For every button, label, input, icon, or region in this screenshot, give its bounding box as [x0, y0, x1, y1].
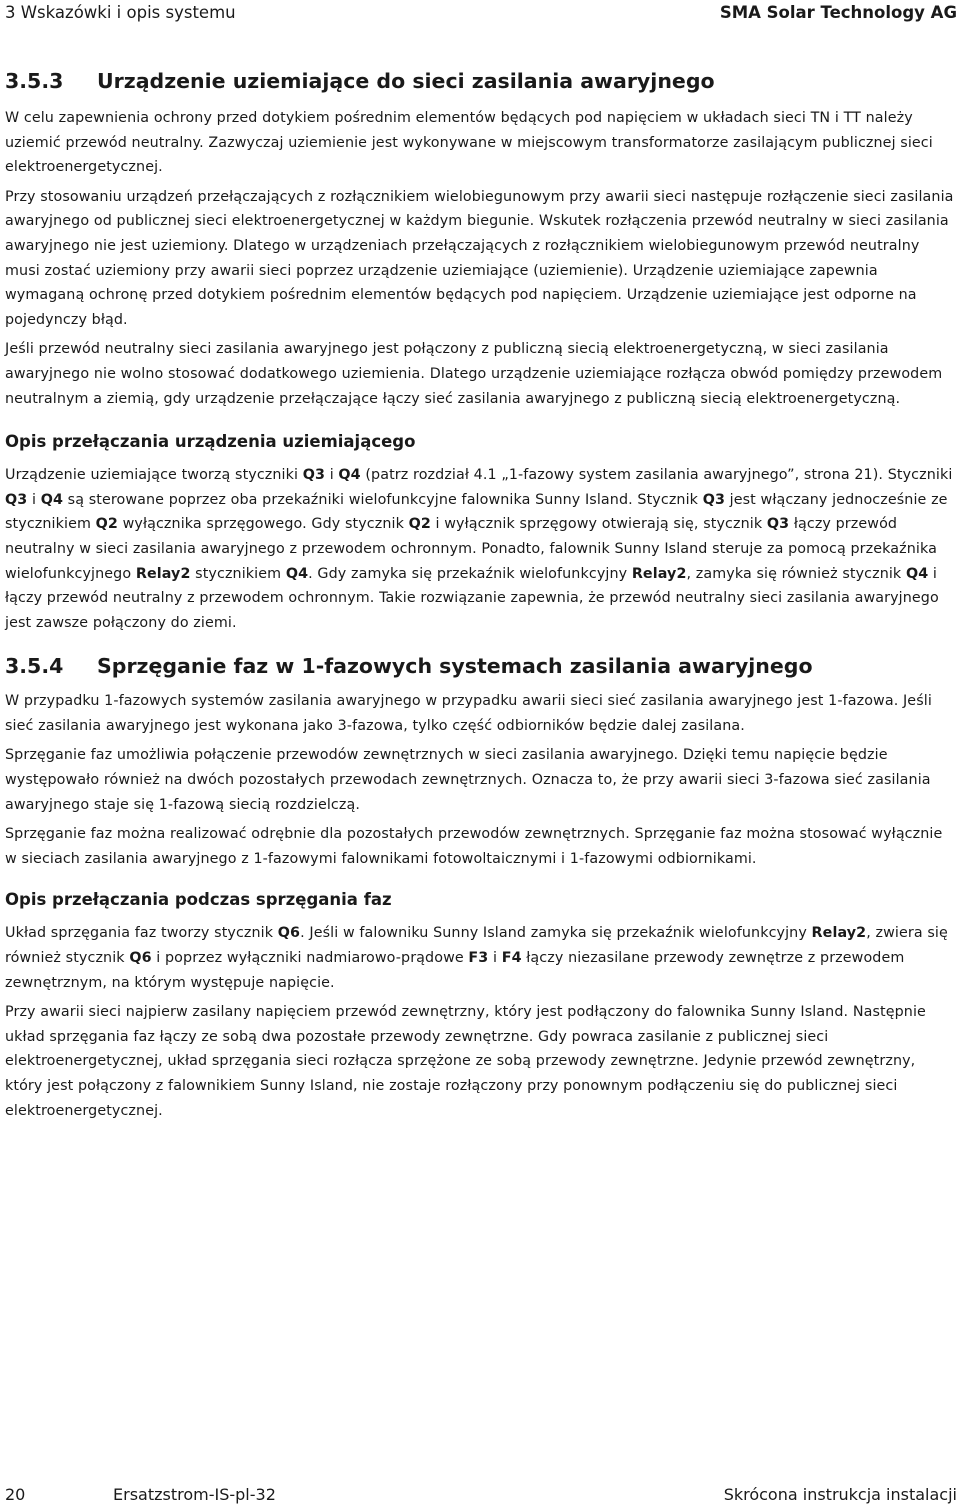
component-q2: Q2 [408, 516, 431, 533]
section-title: Urządzenie uziemiające do sieci zasilania awaryjnego [97, 69, 715, 93]
component-q6: Q6 [277, 925, 301, 942]
section-354-heading [5, 651, 955, 681]
sentence: Urządzenie uziemiające zapewnia wymaganą ochronę przed dotykiem pośrednim elementów będących pod napięciem. [5, 262, 878, 304]
component-f3: F3 [468, 950, 489, 967]
paragraph: Sprzęganie faz umożliwia połączenie przewodów zewnętrznych w sieci zasilania awaryjnego. Dzięki temu napięcie będzie występowało również na dwóch pozostałych przewodach zewnętrznych. Oznacza to, że przy awarii sieci 3-fazowa sieć zasilania awaryjnego staje się 1-fazową siecią rozdzielczą. [5, 747, 931, 813]
component-q3: Q3 [302, 467, 326, 484]
page-number: 20 [5, 1485, 26, 1504]
paragraph: Układ sprzęgania faz tworzy stycznik Q6. Jeśli w falowniku Sunny Island zamyka się przekaźnik wielofunkcyjny Relay2, zwiera się również stycznik Q6 i poprzez wyłączniki nadmiarowo-prądowe F3 i F4 łączy niezasilane przewody zewnętrze z przewodem zewnętrznym, na którym występuje napięcie. [5, 925, 948, 991]
component-relay2: Relay2 [631, 565, 687, 582]
page-content [5, 66, 955, 1128]
sentence: Wskutek rozłączenia przewód neutralny w sieci zasilania awaryjnego nie jest uziemiony. [5, 213, 949, 254]
component-q4: Q4 [338, 467, 361, 484]
component-f4: F4 [501, 950, 522, 967]
component-q3: Q3 [766, 516, 790, 533]
section-title: Sprzęganie faz w 1-fazowych systemach zasilania awaryjnego [97, 654, 813, 679]
paragraph: W przypadku 1-fazowych systemów zasilania awaryjnego w przypadku awarii sieci sieć zasilania awaryjnego jest 1-fazowa. Jeśli sieć zasilania awaryjnego jest wykonana jako 3-fazowa, tylko część odbiorników będzie dalej zasilana. [5, 693, 932, 734]
paragraph [5, 337, 955, 411]
page-header [0, 0, 960, 26]
paragraph [5, 185, 955, 333]
component-q6: Q6 [129, 950, 152, 967]
component-q4: Q4 [905, 565, 929, 582]
document-code: Ersatzstrom-IS-pl-32 [113, 1485, 276, 1504]
component-relay2: Relay2 [811, 925, 867, 942]
sentence: Przy stosowaniu urządzeń przełączających z rozłącznikiem wielobiegunowym przy awarii sieci następuje rozłączenie sieci zasilania awaryjnego od publicznej sieci elektroenergetycznej w każdym biegunie. [5, 188, 954, 230]
paragraph: Sprzęganie faz można realizować odrębnie dla pozostałych przewodów zewnętrznych. Sprzęganie faz można stosować wyłącznie w sieciach zasilania awaryjnego z 1-fazowymi falownikami fotowoltaicznymi i 1-fazowymi odbiornikami. [5, 826, 943, 867]
paragraph [5, 106, 955, 180]
chapter-title: 3 Wskazówki i opis systemu [5, 3, 236, 22]
component-q3: Q3 [702, 491, 726, 508]
component-q2: Q2 [95, 516, 118, 533]
subheading-grounding-switching: Opis przełączania urządzenia uziemiającego [5, 432, 416, 452]
sentence: Dlatego w urządzeniach przełączających z rozłącznikiem wielobiegunowym przewód neutralny musi zostać uziemiony przy awarii sieci poprzez urządzenie uziemiające (uziemienie). [5, 237, 920, 279]
component-q4: Q4 [40, 491, 63, 508]
subheading-phase-coupling-switching: Opis przełączania podczas sprzęgania faz [5, 890, 392, 910]
sentence: W celu zapewnienia ochrony przed dotykiem pośrednim elementów będących pod napięciem w układach sieci TN i TT należy uziemić przewód neutralny. [5, 110, 913, 151]
document-title: Skrócona instrukcja instalacji [723, 1485, 957, 1504]
paragraph: Przy awarii sieci najpierw zasilany napięciem przewód zewnętrzny, który jest podłączony do falownika Sunny Island. Następnie układ sprzęgania faz łączy ze sobą dwa pozostałe przewody zewnętrzne. Gdy powraca zasilanie z publicznej sieci elektroenergetycznej, układ sprzęgania sieci rozłącza sprzężone ze sobą przewody zewnętrzne. Jedynie przewód zewnętrzny, który jest połączony z falownikiem Sunny Island, nie zostaje rozłączony przy ponownym podłączeniu się do publicznej sieci elektroenergetycznej. [5, 1004, 926, 1119]
sentence: Zazwyczaj uziemienie jest wykonywane w miejscowym transformatorze zasilającym publicznej sieci elektroenergetycznej. [5, 134, 933, 176]
sentence: Urządzenie uziemiające jest odporne na pojedynczy błąd. [5, 287, 917, 328]
page-footer [0, 1483, 960, 1507]
component-relay2: Relay2 [135, 565, 191, 582]
component-q3: Q3 [5, 491, 28, 508]
sentence: Dlatego urządzenie uziemiające rozłącza obwód pomiędzy przewodem neutralnym a ziemią, gdy urządzenie przełączające łączy sieć zasilania awaryjnego z publiczną siecią elektroenergetyczną. [5, 365, 943, 407]
section-353-heading [5, 66, 955, 96]
component-q4: Q4 [285, 565, 309, 582]
company-name: SMA Solar Technology AG [719, 3, 957, 22]
section-number: 3.5.4 [5, 654, 64, 679]
section-number: 3.5.3 [5, 69, 64, 93]
paragraph: Urządzenie uziemiające tworzą styczniki Q3 i Q4 (patrz rozdział 4.1 „1-fazowy system zasilania awaryjnego”, strona 21). Styczniki Q3 i Q4 są sterowane poprzez oba przekaźniki wielofunkcyjne falownika Sunny Island. Stycznik Q3 jest włączany jednocześnie ze stycznikiem Q2 wyłącznika sprzęgowego. Gdy stycznik Q2 i wyłącznik sprzęgowy otwierają się, stycznik Q3 łączy przewód neutralny w sieci zasilania awaryjnego z przewodem ochronnym. Ponadto, falownik Sunny Island steruje za pomocą przekaźnika wielofunkcyjnego Relay2 stycznikiem Q4. Gdy zamyka się przekaźnik wielofunkcyjny Relay2, zamyka się również stycznik Q4 i łączy przewód neutralny z przewodem ochronnym. Takie rozwiązanie zapewnia, że przewód neutralny sieci zasilania awaryjnego jest zawsze połączony do ziemi. [5, 467, 953, 631]
sentence: Jeśli przewód neutralny sieci zasilania awaryjnego jest połączony z publiczną siecią elektroenergetyczną, w sieci zasilania awaryjnego nie wolno stosować dodatkowego uziemienia. [5, 341, 889, 382]
